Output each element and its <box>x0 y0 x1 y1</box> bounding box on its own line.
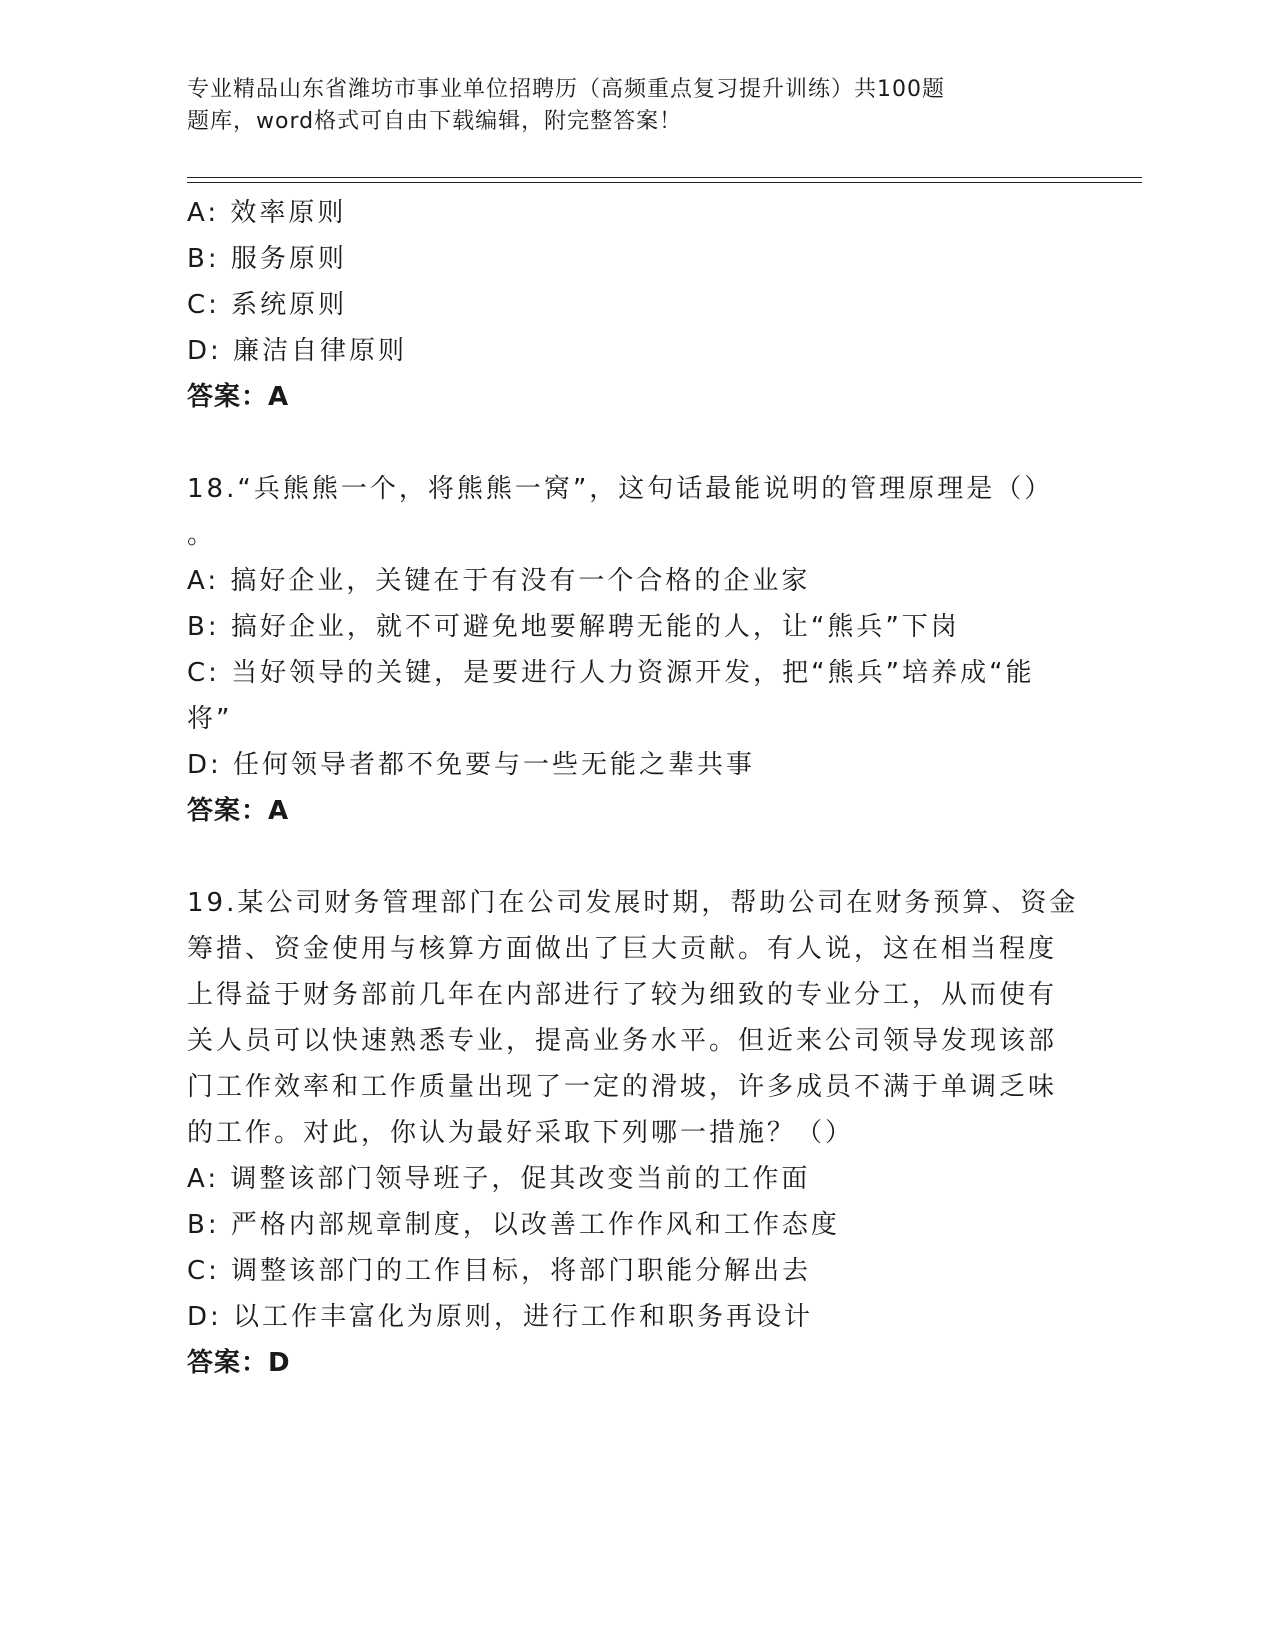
question-text-line: 19.某公司财务管理部门在公司发展时期，帮助公司在财务预算、资金 <box>187 888 1079 918</box>
question-17 <box>187 190 1087 420</box>
question-text-line: 。 <box>187 520 217 550</box>
question-text-line: 18.“兵熊熊一个，将熊熊一窝”，这句话最能说明的管理原理是（） <box>187 474 1054 504</box>
option-b: B: 严格内部规章制度，以改善工作作风和工作态度 <box>187 1210 840 1240</box>
option-a: A: 效率原则 <box>187 198 347 228</box>
header-divider-top <box>187 177 1142 178</box>
answer: 答案：A <box>187 796 290 826</box>
option-b: B: 搞好企业，就不可避免地要解聘无能的人，让“熊兵”下岗 <box>187 612 960 642</box>
option-c-continued: 将” <box>187 704 233 734</box>
question-text-line: 门工作效率和工作质量出现了一定的滑坡，许多成员不满于单调乏味 <box>187 1072 1058 1102</box>
option-c: C: 当好领导的关键，是要进行人力资源开发，把“熊兵”培养成“能 <box>187 658 1035 688</box>
option-d: D: 以工作丰富化为原则，进行工作和职务再设计 <box>187 1302 814 1332</box>
spacer <box>187 420 1087 466</box>
option-d: D: 任何领导者都不免要与一些无能之辈共事 <box>187 750 756 780</box>
question-text-line: 关人员可以快速熟悉专业，提高业务水平。但近来公司领导发现该部 <box>187 1026 1058 1056</box>
option-a: A: 调整该部门领导班子，促其改变当前的工作面 <box>187 1164 811 1194</box>
question-18 <box>187 466 1087 834</box>
option-c: C: 调整该部门的工作目标，将部门职能分解出去 <box>187 1256 812 1286</box>
question-text-line: 的工作。对此，你认为最好采取下列哪一措施？（） <box>187 1118 855 1148</box>
option-a: A: 搞好企业，关键在于有没有一个合格的企业家 <box>187 566 811 596</box>
question-text-line: 上得益于财务部前几年在内部进行了较为细致的专业分工，从而使有 <box>187 980 1058 1010</box>
question-text-line: 筹措、资金使用与核算方面做出了巨大贡献。有人说，这在相当程度 <box>187 934 1058 964</box>
spacer <box>187 834 1087 880</box>
header-divider-bottom <box>187 182 1142 183</box>
answer: 答案：A <box>187 382 290 412</box>
document-header <box>187 74 1067 138</box>
question-19 <box>187 880 1087 1386</box>
option-c: C: 系统原则 <box>187 290 348 320</box>
header-line-2: 题库，word格式可自由下载编辑，附完整答案！ <box>187 109 683 134</box>
answer: 答案：D <box>187 1348 291 1378</box>
option-d: D: 廉洁自律原则 <box>187 336 408 366</box>
question-content <box>187 190 1087 1386</box>
option-b: B: 服务原则 <box>187 244 347 274</box>
header-line-1: 专业精品山东省潍坊市事业单位招聘历（高频重点复习提升训练）共100题 <box>187 77 945 102</box>
